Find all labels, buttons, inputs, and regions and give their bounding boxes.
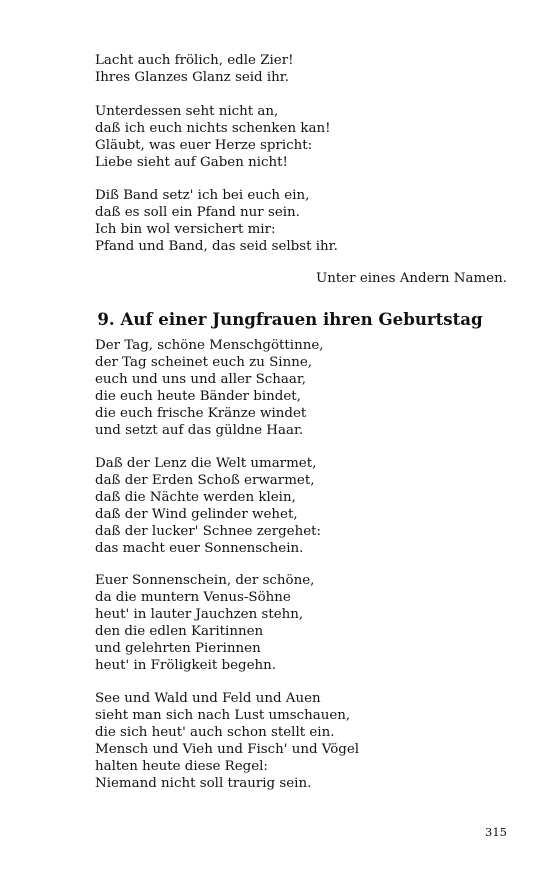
verse-line: daß der Wind gelinder wehet, <box>95 506 298 522</box>
stanza <box>95 456 515 557</box>
stanza <box>95 573 515 674</box>
verse-line: Ich bin wol versichert mir: <box>95 221 276 237</box>
verse-line: Der Tag, schöne Menschgöttinne, <box>95 338 324 353</box>
stanza <box>95 53 515 87</box>
verse-line: Pfand und Band, das seid selbst ihr. <box>95 238 338 254</box>
verse-line: See und Wald und Feld und Auen <box>95 691 321 706</box>
stanza <box>95 338 515 439</box>
verse-line: Euer Sonnenschein, der schöne, <box>95 573 315 588</box>
verse-line: halten heute diese Regel: <box>95 758 268 774</box>
verse-line: Lacht auch frölich, edle Zier! <box>95 53 294 68</box>
verse-line: der Tag scheinet euch zu Sinne, <box>95 354 312 370</box>
verse-line: heut' in Fröligkeit begehn. <box>95 657 277 673</box>
verse-line: Daß der Lenz die Welt umarmet, <box>95 456 317 471</box>
stanza <box>95 691 515 792</box>
verse-line: daß der lucker' Schnee zergehet: <box>95 523 322 539</box>
verse-line: euch und uns und aller Schaar, <box>95 371 307 387</box>
verse-line: daß ich euch nichts schenken kan! <box>95 120 331 136</box>
poem-title: 9. Auf einer Jungfrauen ihren Geburtstag <box>97 309 483 329</box>
verse-line: Gläubt, was euer Herze spricht: <box>95 137 313 153</box>
stanza <box>95 104 515 172</box>
verse-line: und setzt auf das güldne Haar. <box>95 422 304 438</box>
verse-line: heut' in lauter Jauchzen stehn, <box>95 606 304 622</box>
verse-line: das macht euer Sonnenschein. <box>95 540 304 556</box>
verse-line: daß der Erden Schoß erwarmet, <box>95 472 315 488</box>
verse-line: und gelehrten Pierinnen <box>95 640 261 656</box>
verse-line: die euch frische Kränze windet <box>95 405 307 421</box>
verse-line: Ihres Glanzes Glanz seid ihr. <box>95 69 289 85</box>
verse-line: Unterdessen seht nicht an, <box>95 104 279 119</box>
attribution: Unter eines Andern Namen. <box>315 271 507 286</box>
verse-line: Niemand nicht soll traurig sein. <box>95 775 312 791</box>
verse-line: Diß Band setz' ich bei euch ein, <box>95 188 310 203</box>
verse-line: die sich heut' auch schon stellt ein. <box>95 724 335 740</box>
page-number: 315 <box>485 825 507 839</box>
verse-line: sieht man sich nach Lust umschauen, <box>95 707 351 723</box>
verse-line: da die muntern Venus-Söhne <box>95 589 291 605</box>
stanza <box>95 188 515 256</box>
verse-line: daß die Nächte werden klein, <box>95 489 296 505</box>
verse-line: daß es soll ein Pfand nur sein. <box>95 204 300 220</box>
verse-line: den die edlen Karitinnen <box>95 623 264 639</box>
verse-line: Liebe sieht auf Gaben nicht! <box>95 154 288 170</box>
verse-line: Mensch und Vieh und Fisch' und Vögel <box>95 741 360 757</box>
verse-line: die euch heute Bänder bindet, <box>95 388 301 404</box>
